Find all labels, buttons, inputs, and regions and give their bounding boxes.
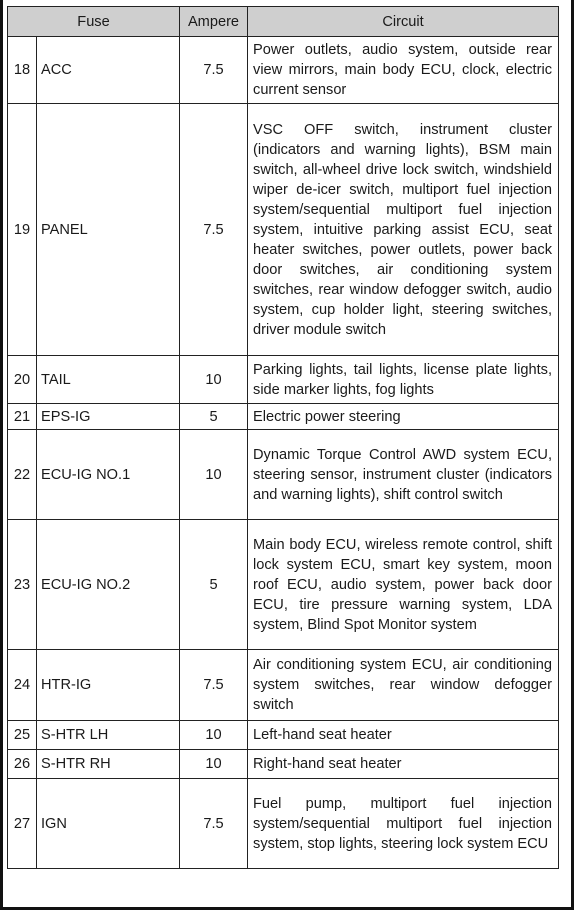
fuse-circuit: Right-hand seat heater [248, 750, 559, 779]
fuse-number: 19 [8, 104, 37, 356]
fuse-circuit: VSC OFF switch, instrument cluster (indicators and warning lights), BSM main switch, all-wheel drive lock switch, windshield wiper de-icer switch, multiport fuel injection system/sequential multiport fuel injection system, intuitive parking assist ECU, seat heater switches, power outlets, power back door switches, air conditioning system switches, rear window defogger switch, audio system, cup holder light, steering switches, driver module switch [248, 104, 559, 356]
table-row [8, 404, 559, 430]
fuse-ampere: 5 [180, 404, 248, 430]
fuse-circuit: Left-hand seat heater [248, 721, 559, 750]
table-row [8, 104, 559, 356]
fuse-name: TAIL [37, 356, 180, 404]
header-circuit: Circuit [248, 7, 559, 37]
fuse-ampere: 7.5 [180, 779, 248, 869]
fuse-ampere: 7.5 [180, 37, 248, 104]
fuse-name: ECU-IG NO.1 [37, 430, 180, 520]
fuse-circuit: Air conditioning system ECU, air conditioning system switches, rear window defogger switch [248, 650, 559, 721]
fuse-ampere: 5 [180, 520, 248, 650]
fuse-number: 22 [8, 430, 37, 520]
fuse-ampere: 10 [180, 356, 248, 404]
fuse-number: 18 [8, 37, 37, 104]
fuse-name: IGN [37, 779, 180, 869]
fuse-ampere: 7.5 [180, 650, 248, 721]
fuse-circuit: Power outlets, audio system, outside rear view mirrors, main body ECU, clock, electric current sensor [248, 37, 559, 104]
header-fuse: Fuse [8, 7, 180, 37]
fuse-circuit: Fuel pump, multiport fuel injection system/sequential multiport fuel injection system, stop lights, steering lock system ECU [248, 779, 559, 869]
table-row [8, 750, 559, 779]
fuse-table [7, 6, 559, 869]
fuse-name: ACC [37, 37, 180, 104]
table-row [8, 356, 559, 404]
fuse-number: 23 [8, 520, 37, 650]
fuse-name: EPS-IG [37, 404, 180, 430]
fuse-ampere: 10 [180, 750, 248, 779]
fuse-circuit: Dynamic Torque Control AWD system ECU, steering sensor, instrument cluster (indicators and warning lights), shift control switch [248, 430, 559, 520]
fuse-circuit: Parking lights, tail lights, license plate lights, side marker lights, fog lights [248, 356, 559, 404]
table-row [8, 430, 559, 520]
fuse-name: ECU-IG NO.2 [37, 520, 180, 650]
fuse-circuit: Electric power steering [248, 404, 559, 430]
fuse-name: HTR-IG [37, 650, 180, 721]
fuse-ampere: 10 [180, 721, 248, 750]
fuse-ampere: 7.5 [180, 104, 248, 356]
fuse-ampere: 10 [180, 430, 248, 520]
fuse-name: S-HTR LH [37, 721, 180, 750]
fuse-number: 26 [8, 750, 37, 779]
fuse-number: 25 [8, 721, 37, 750]
fuse-name: PANEL [37, 104, 180, 356]
header-row [8, 7, 559, 37]
fuse-number: 24 [8, 650, 37, 721]
fuse-number: 21 [8, 404, 37, 430]
fuse-name: S-HTR RH [37, 750, 180, 779]
fuse-number: 20 [8, 356, 37, 404]
table-row [8, 779, 559, 869]
table-row [8, 37, 559, 104]
table-row [8, 721, 559, 750]
table-row [8, 650, 559, 721]
fuse-circuit: Main body ECU, wireless remote control, shift lock system ECU, smart key system, moon roof ECU, audio system, power back door ECU, tire pressure warning system, LDA system, Blind Spot Monitor system [248, 520, 559, 650]
fuse-number: 27 [8, 779, 37, 869]
table-row [8, 520, 559, 650]
header-ampere: Ampere [180, 7, 248, 37]
